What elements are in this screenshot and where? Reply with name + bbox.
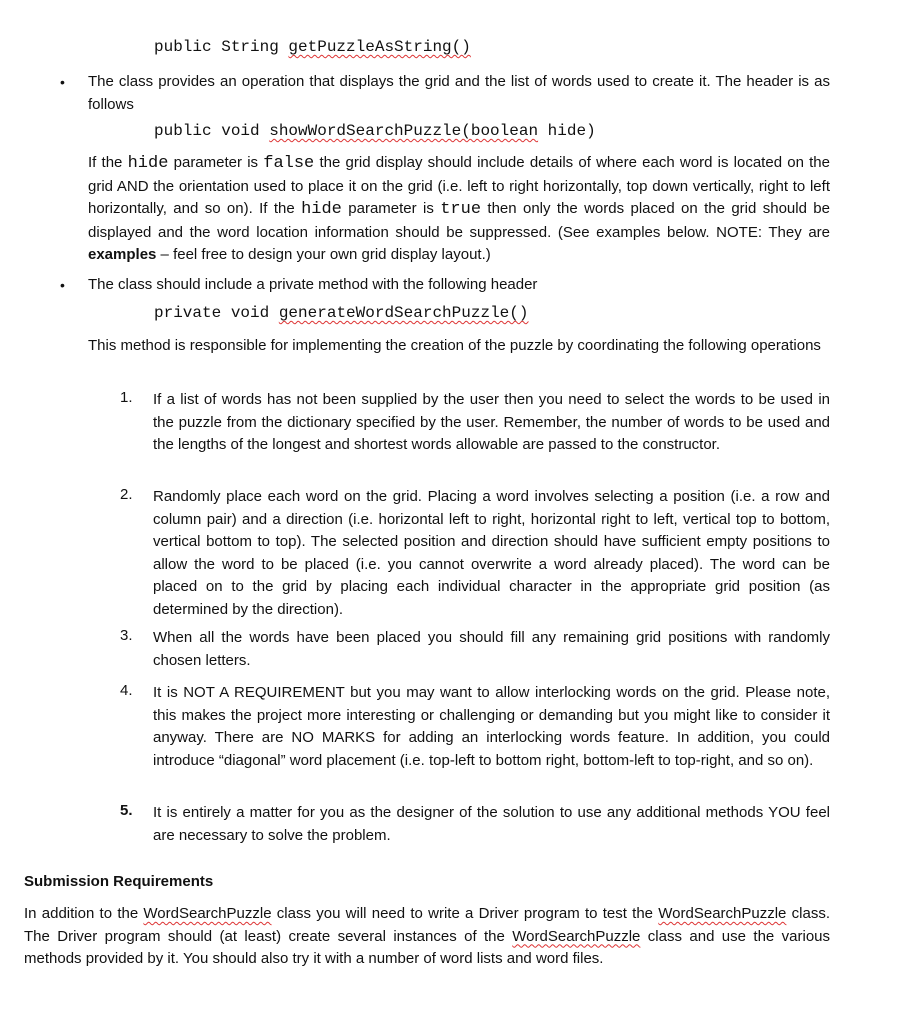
code-get-puzzle-as-string	[154, 38, 471, 56]
text-run: parameter is	[341, 200, 441, 217]
text-run: If the	[88, 154, 128, 171]
text-run: class and use the various methods provided by it. You should also try it with a number of word lists and word files.	[24, 927, 831, 967]
text-run: then only the words placed on the grid should be displayed and the word location information should be suppressed. (See examples below. NOTE: They are	[88, 200, 830, 241]
code-method-name: getPuzzleAsString()	[288, 38, 471, 56]
class-name: WordSearchPuzzle	[512, 927, 641, 945]
hide-parameter-paragraph	[88, 152, 830, 267]
step-text: Randomly place each word on the grid. Placing a word involves selecting a position (i.e. a row and column pair) and a direction (i.e. horizontal left to right, horizontal right to left, vertical top to bottom, vertical bottom to top). The selected position and direction should have sufficient empty positions to allow the word to be placed (i.e. you cannot overwrite a word already placed). The word can be placed on to the grid by placing each individual character in the appropriate grid position (as determined by the direction).	[153, 488, 830, 618]
code-show-word-search-puzzle	[154, 122, 596, 140]
private-intro-paragraph: The class should include a private method with the following header	[88, 276, 538, 293]
step-text: It is NOT A REQUIREMENT but you may want to allow interlocking words on the grid. Please note, this makes the project more interesting or challenging or demanding but you might like to consider it anyway. There are NO MARKS for adding an interlocking words feature. In addition, you could introduce “diagonal” word placement (i.e. top-left to bottom right, bottom-left to top-right, and so on).	[153, 684, 830, 769]
step-number: 2.	[120, 486, 133, 503]
step-number: 3.	[120, 627, 133, 644]
submission-paragraph	[24, 903, 830, 971]
bold-text: examples	[88, 246, 157, 263]
step-number: 5.	[120, 802, 133, 819]
method-description-paragraph: This method is responsible for implementing the creation of the puzzle by coordinating the following operations	[88, 337, 821, 354]
text-run: – feel free to design your own grid display layout.)	[156, 246, 491, 263]
class-name: WordSearchPuzzle	[658, 905, 787, 922]
code-text: private void	[154, 304, 279, 322]
text-run: In addition to the	[24, 905, 144, 922]
text-run: class. The Driver program should (at least) create several instances of the	[24, 905, 830, 945]
inline-code: hide	[127, 154, 169, 173]
step-number: 1.	[120, 389, 133, 406]
code-method-name: generateWordSearchPuzzle()	[278, 304, 529, 322]
text-run: parameter is	[168, 154, 264, 171]
step-text: When all the words have been placed you should fill any remaining grid positions with randomly chosen letters.	[153, 629, 830, 669]
bullet-marker: •	[60, 74, 65, 90]
code-text: public String	[154, 38, 289, 56]
step-text: It is entirely a matter for you as the designer of the solution to use any additional methods YOU feel are necessary to solve the problem.	[153, 804, 830, 844]
inline-code: false	[263, 154, 315, 173]
inline-code: true	[440, 200, 482, 219]
text-run: the grid display should include details of where each word is located on the grid AND the orientation used to place it on the grid (i.e. left to right horizontally, top down vertically, right to left horizontally, and so on). If the	[88, 154, 830, 217]
class-name: WordSearchPuzzle	[143, 905, 272, 922]
code-generate-word-search-puzzle	[154, 304, 528, 322]
submission-heading: Submission Requirements	[24, 873, 214, 890]
step-number: 4.	[120, 682, 133, 699]
bullet-marker: •	[60, 277, 65, 293]
text-run: class you will need to write a Driver program to test the	[271, 905, 659, 922]
step-text: If a list of words has not been supplied by the user then you need to select the words to be used in the puzzle from the dictionary specified by the user. Remember, the number of words to be used and the lengths of the longest and shortest words allowable are passed to the constructor.	[153, 391, 830, 453]
code-method-name: showWordSearchPuzzle(boolean	[269, 122, 539, 140]
show-intro-paragraph: The class provides an operation that displays the grid and the list of words used to create it. The header is as follows	[88, 73, 830, 113]
inline-code: hide	[301, 200, 342, 219]
code-text: public void	[154, 122, 270, 140]
code-text: hide)	[538, 122, 596, 140]
